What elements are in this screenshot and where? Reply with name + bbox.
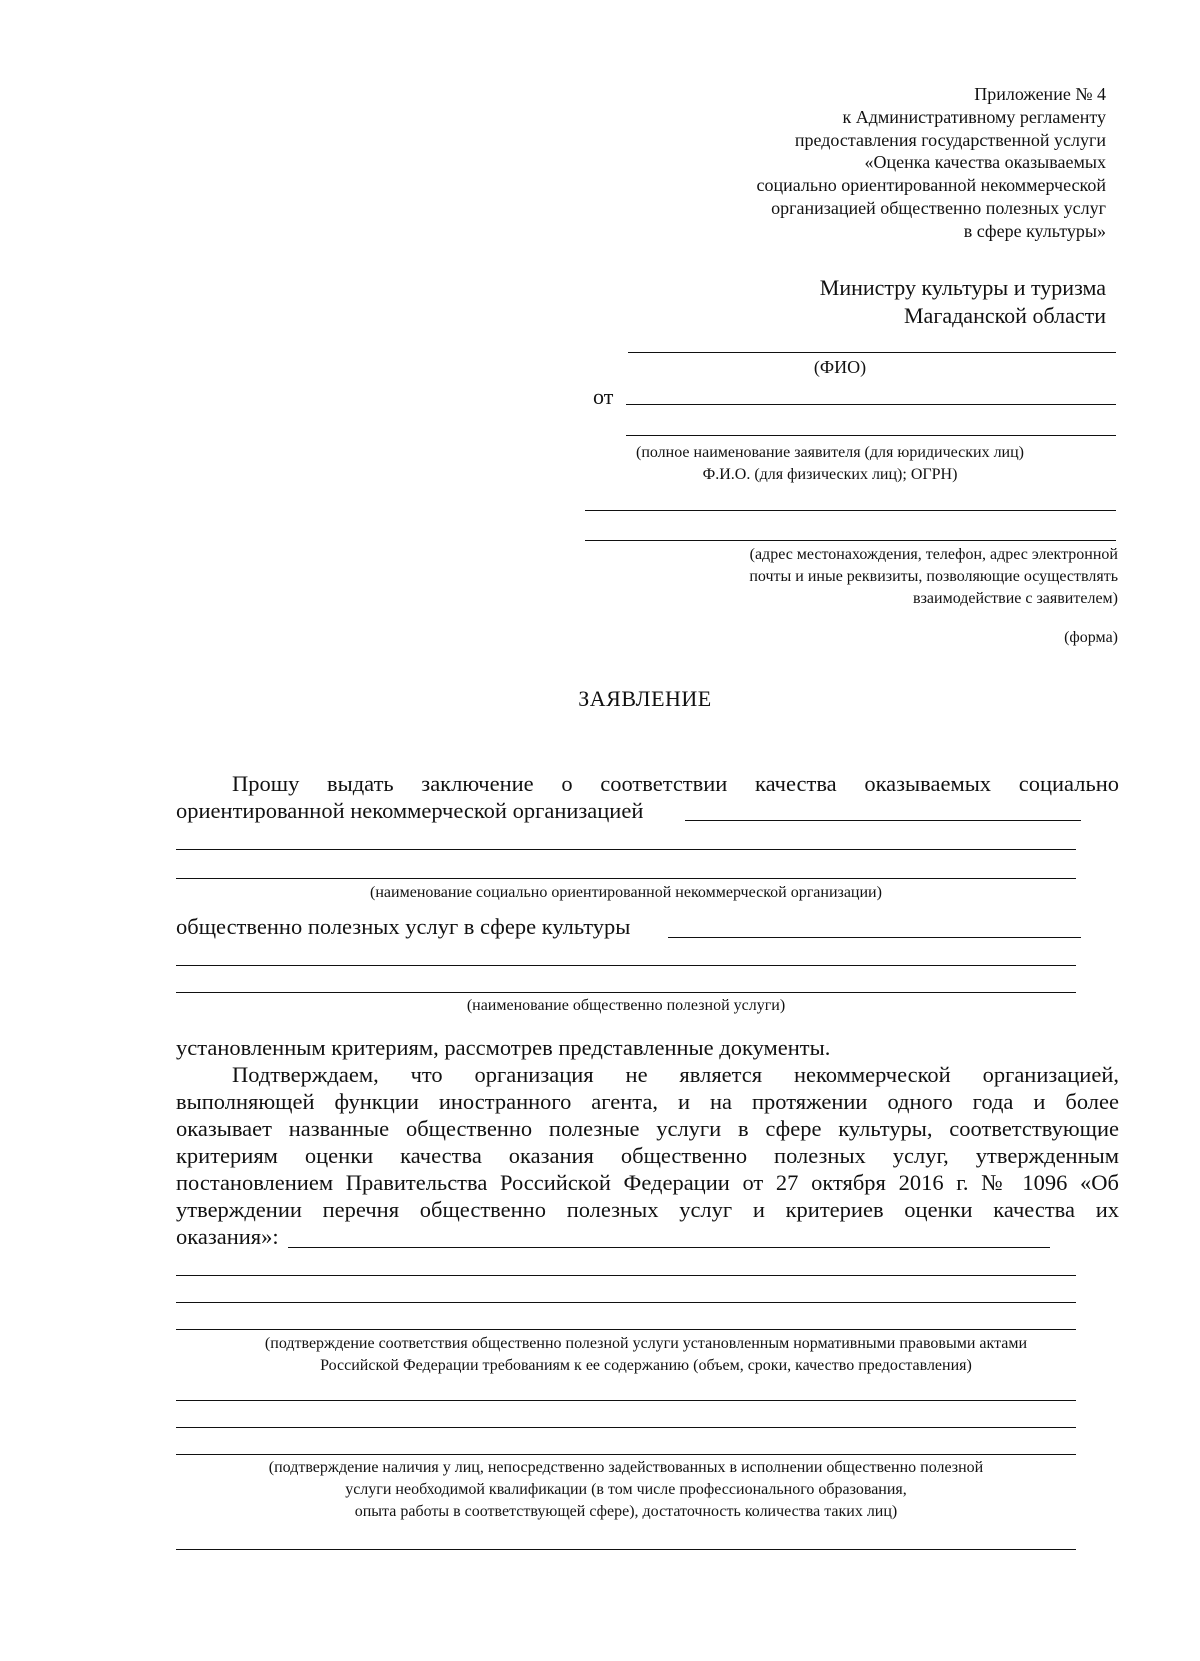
service-caption: (наименование общественно полезной услуги) [466, 997, 786, 1014]
addressee-line: Министру культуры и туризма [819, 275, 1106, 300]
address-caption-3: взаимодействие с заявителем) [913, 590, 1118, 607]
annex-line: Приложение № 4 [974, 84, 1106, 104]
service-field-line-3[interactable] [176, 992, 1076, 993]
address-caption-2: почты и иные реквизиты, позволяющие осуществлять [749, 568, 1118, 585]
staff-caption-3: опыта работы в соответствующей сфере), достаточность количества таких лиц) [354, 1503, 898, 1520]
request-line-1: Прошу выдать заключение о соответствии качества оказываемых социально [232, 771, 1119, 796]
staff-field-line-1[interactable] [176, 1400, 1076, 1401]
annex-line: социально ориентированной некоммерческой [756, 175, 1106, 196]
confirm-line-3: оказывает названные общественно полезные услуги в сфере культуры, соответствующие [176, 1116, 1119, 1141]
criteria-line: установленным критериям, рассмотрев представленные документы. [176, 1035, 831, 1060]
address-caption-1: (адрес местонахождения, телефон, адрес электронной [749, 546, 1118, 563]
request-line-2: ориентированной некоммерческой организацией [176, 798, 644, 823]
fio-field-line[interactable] [628, 352, 1116, 353]
address-field-line-1[interactable] [585, 510, 1116, 511]
address-field-line-2[interactable] [585, 540, 1116, 541]
service-field-line-1[interactable] [668, 937, 1081, 938]
compliance-caption-2: Российской Федерации требованиям к ее содержанию (объем, сроки, качество предоставления) [320, 1357, 972, 1374]
applicant-field-line[interactable] [626, 435, 1116, 436]
document-title: ЗАЯВЛЕНИЕ [578, 686, 712, 711]
compliance-field-line-2[interactable] [176, 1275, 1076, 1276]
confirm-line-2: выполняющей функции иностранного агента, и на протяжении одного года и более [176, 1089, 1119, 1114]
annex-line: к Административному регламенту [842, 106, 1106, 127]
staff-caption-2: услуги необходимой квалификации (в том числе профессионального образования, [345, 1481, 907, 1498]
confirm-line-5: постановлением Правительства Российской Федерации от 27 октября 2016 г. № 1096 «Об [176, 1170, 1119, 1195]
annex-line: организацией общественно полезных услуг [771, 197, 1106, 218]
org-caption: (наименование социально ориентированной некоммерческой организации) [370, 884, 882, 901]
compliance-caption-1: (подтверждение соответствия общественно полезной услуги установленным нормативными правовыми актами [264, 1335, 1028, 1352]
confirm-line-1: Подтверждаем, что организация не является некоммерческой организацией, [232, 1062, 1119, 1087]
org-field-line-2[interactable] [176, 849, 1076, 850]
org-field-line-3[interactable] [176, 878, 1076, 879]
services-line: общественно полезных услуг в сфере культуры [176, 914, 631, 939]
applicant-caption-1: (полное наименование заявителя (для юридических лиц) [636, 444, 1024, 461]
addressee-block [600, 274, 1106, 330]
from-field-line[interactable] [626, 404, 1116, 405]
annex-line: в сфере культуры» [963, 220, 1106, 241]
staff-field-line-3[interactable] [176, 1454, 1076, 1455]
from-label: от [593, 384, 614, 409]
staff-field-line-4[interactable] [176, 1549, 1076, 1550]
org-field-line-1[interactable] [685, 820, 1081, 821]
fio-caption: (ФИО) [813, 357, 867, 377]
form-label: (форма) [1064, 629, 1118, 646]
staff-field-line-2[interactable] [176, 1427, 1076, 1428]
applicant-caption-2: Ф.И.О. (для физических лиц); ОГРН) [702, 466, 958, 483]
compliance-field-line-3[interactable] [176, 1302, 1076, 1303]
confirm-line-6: утверждении перечня общественно полезных услуг и критериев оценки качества их [176, 1197, 1119, 1222]
staff-caption-1: (подтверждение наличия у лиц, непосредственно задействованных в исполнении общественно полезной [268, 1459, 984, 1476]
annex-block [600, 83, 1106, 243]
service-field-line-2[interactable] [176, 965, 1076, 966]
compliance-field-line-1[interactable] [288, 1247, 1050, 1248]
annex-line: предоставления государственной услуги [794, 129, 1106, 150]
confirm-line-last: оказания»: [176, 1224, 279, 1249]
addressee-line: Магаданской области [904, 303, 1106, 328]
annex-line: «Оценка качества оказываемых [864, 152, 1106, 173]
confirm-line-4: критериям оценки качества оказания общественно полезных услуг, утвержденным [176, 1143, 1119, 1168]
compliance-field-line-4[interactable] [176, 1329, 1076, 1330]
